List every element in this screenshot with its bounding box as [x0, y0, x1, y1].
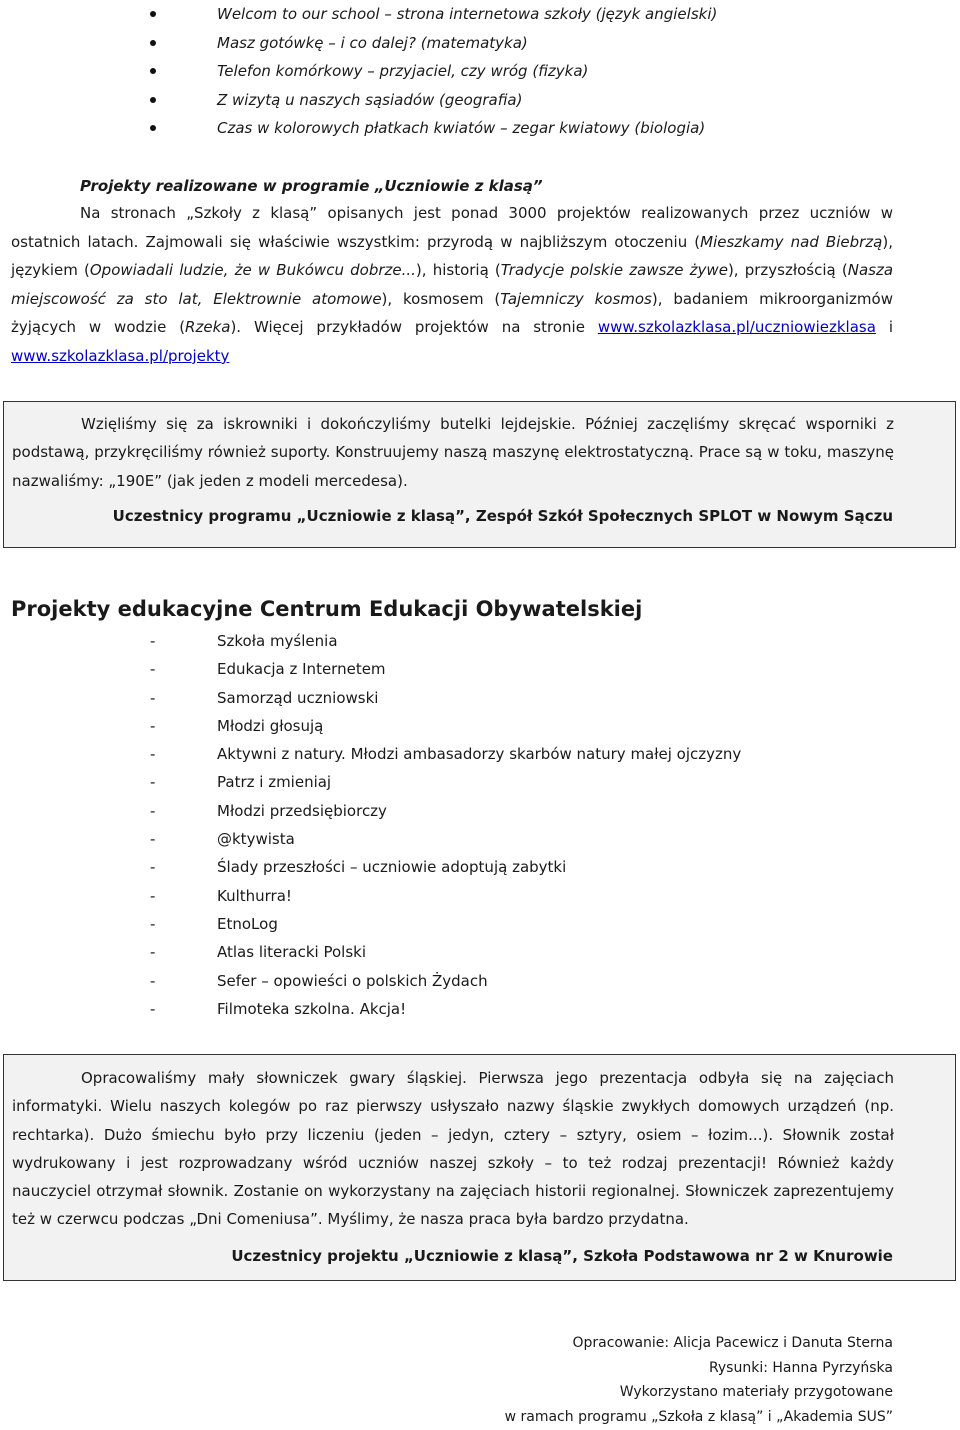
- section-heading-ceo: Projekty edukacyjne Centrum Edukacji Obywatelskiej: [11, 597, 643, 621]
- paragraph-text: ), historią (: [415, 261, 501, 280]
- footer-line: Opracowanie: Alicja Pacewicz i Danuta Sterna: [572, 1335, 893, 1351]
- dash-icon: -: [150, 660, 156, 679]
- list-item-text: Masz gotówkę – i co dalej? (matematyka): [217, 33, 528, 52]
- paragraph-text: ), kosmosem (: [381, 289, 501, 308]
- list-item-text: Filmoteka szkolna. Akcja!: [217, 999, 407, 1018]
- dash-icon: -: [150, 914, 156, 933]
- bullet-icon: [150, 40, 156, 46]
- paragraph-text: ). Więcej przykładów projektów na stronie: [230, 318, 598, 337]
- list-item: [0, 57, 960, 86]
- ceo-project-list: [0, 627, 960, 1023]
- list-item: [0, 740, 960, 768]
- list-item-text: Młodzi głosują: [217, 716, 324, 735]
- list-item-text: Atlas literacki Polski: [217, 943, 367, 962]
- list-item: [0, 684, 960, 712]
- list-item-text: Patrz i zmieniaj: [217, 773, 332, 792]
- footer-line: w ramach programu „Szkoła z klasą” i „Akademia SUS”: [504, 1409, 893, 1426]
- list-item: [0, 655, 960, 683]
- dash-icon: -: [150, 858, 156, 877]
- dash-icon: -: [150, 943, 156, 962]
- projects-paragraph: [11, 199, 893, 371]
- link-projekty[interactable]: www.szkolazklasa.pl/projekty: [11, 346, 230, 365]
- list-item: [0, 797, 960, 825]
- dash-icon: -: [150, 688, 156, 707]
- list-item: [0, 29, 960, 58]
- list-item-text: Welcom to our school – strona internetowa szkoły (język angielski): [217, 5, 718, 23]
- list-item: [0, 995, 960, 1023]
- list-item: [0, 938, 960, 966]
- list-item-text: Z wizytą u naszych sąsiadów (geografia): [217, 90, 523, 109]
- list-item-text: Sefer – opowieści o polskich Żydach: [217, 971, 488, 990]
- list-item: [0, 712, 960, 740]
- list-item-text: Ślady przeszłości – uczniowie adoptują zabytki: [217, 858, 567, 877]
- quote-credit: Uczestnicy projektu „Uczniowie z klasą”, Szkoła Podstawowa nr 2 w Knurowie: [231, 1247, 893, 1265]
- paragraph-text: ), przyszłością (: [727, 261, 848, 280]
- dash-icon: -: [150, 801, 156, 820]
- list-item: [0, 882, 960, 910]
- topic-list: [0, 0, 960, 143]
- project-example: Mieszkamy nad Biebrzą: [700, 232, 883, 251]
- list-item: [0, 910, 960, 938]
- paragraph-text: Na stronach „Szkoły z klasą” opisanych jest ponad 3000 projektów realizowanych przez uczniów w ostatnich latach. Zajmowali się właściwie wszystkim: przyrodą w najbliższym otoczeniu (: [11, 204, 893, 251]
- project-example: Opowiadali ludzie, że w Bukówcu dobrze...: [89, 261, 416, 280]
- list-item-text: Telefon komórkowy – przyjaciel, czy wróg (fizyka): [217, 62, 589, 80]
- section-heading-projects: Projekty realizowane w programie „Uczniowie z klasą”: [80, 177, 543, 195]
- bullet-icon: [150, 97, 156, 103]
- list-item-text: Czas w kolorowych płatkach kwiatów – zegar kwiatowy (biologia): [217, 119, 706, 137]
- quote-text: [12, 410, 894, 495]
- project-example: Rzeka: [185, 318, 231, 337]
- list-item: [0, 825, 960, 853]
- quote-box-knurow: [3, 1054, 956, 1281]
- list-item: [0, 768, 960, 796]
- project-example: Nasza miejscowość za sto lat, Elektrownie atomowe: [11, 261, 894, 308]
- quote-text: [12, 1064, 894, 1234]
- dash-icon: -: [150, 745, 156, 764]
- quote-box-splot: [3, 401, 956, 548]
- list-item: [0, 114, 960, 143]
- list-item: [0, 967, 960, 995]
- list-item-text: Edukacja z Internetem: [217, 660, 386, 679]
- dash-icon: -: [150, 716, 156, 735]
- link-uczniowiezklasa[interactable]: www.szkolazklasa.pl/uczniowiezklasa: [597, 318, 876, 337]
- bullet-icon: [150, 68, 156, 74]
- list-item: [0, 853, 960, 881]
- list-item-text: EtnoLog: [217, 914, 278, 933]
- dash-icon: -: [150, 632, 156, 650]
- list-item-text: Szkoła myślenia: [217, 632, 338, 650]
- quote-body: Opracowaliśmy mały słowniczek gwary śląskiej. Pierwsza jego prezentacja odbyła się na zajęciach informatyki. Wielu naszych kolegów po raz pierwszy usłyszało nazwy śląskie zwykłych domowych urządzeń (np. rechtarka). Dużo śmiechu było przy liczeniu (jeden – jedyn, cztery – sztyry, osiem – łozim...). Słownik został wydrukowany i jest rozprowadzany wśród uczniów naszej szkoły – to też rodzaj prezentacji! Również każdy nauczyciel otrzymał słownik. Zostanie on wykorzystany na zajęciach historii regionalnej. Słowniczek zaprezentujemy też w czerwcu podczas „Dni Comeniusa”. Myślimy, że nasza praca była bardzo przydatna.: [12, 1069, 894, 1229]
- list-item: [0, 627, 960, 655]
- list-item-text: Samorząd uczniowski: [217, 688, 379, 707]
- project-example: Tajemniczy kosmos: [500, 289, 652, 308]
- list-item: [0, 86, 960, 115]
- list-item-text: @ktywista: [217, 830, 295, 849]
- footer-line: Rysunki: Hanna Pyrzyńska: [708, 1359, 893, 1376]
- dash-icon: -: [150, 830, 156, 849]
- paragraph-text: i: [875, 318, 893, 337]
- list-item-text: Kulthurra!: [217, 886, 292, 905]
- list-item-text: Młodzi przedsiębiorczy: [217, 801, 387, 820]
- dash-icon: -: [150, 886, 156, 905]
- bullet-icon: [150, 125, 156, 131]
- list-item: [0, 0, 960, 29]
- quote-body: Wzięliśmy się za iskrowniki i dokończyliśmy butelki lejdejskie. Później zaczęliśmy skręcać wsporniki z podstawą, przykręciliśmy również suporty. Konstruujemy naszą maszynę elektrostatyczną. Prace są w toku, maszynę nazwaliśmy: „190E” (jak jeden z modeli mercedesa).: [12, 415, 894, 490]
- list-item-text: Aktywni z natury. Młodzi ambasadorzy skarbów natury małej ojczyzny: [217, 745, 742, 764]
- footer-credits: [505, 1331, 893, 1430]
- quote-credit: Uczestnicy programu „Uczniowie z klasą”, Zespół Szkół Społecznych SPLOT w Nowym Sączu: [112, 507, 893, 525]
- dash-icon: -: [150, 999, 156, 1018]
- dash-icon: -: [150, 773, 156, 792]
- project-example: Tradycje polskie zawsze żywe: [500, 261, 728, 280]
- footer-line: Wykorzystano materiały przygotowane: [619, 1384, 893, 1401]
- paragraph-text: ), językiem (: [11, 232, 893, 280]
- dash-icon: -: [150, 971, 156, 990]
- paragraph-text: ), badaniem mikroorganizmów żyjących w wodzie (: [11, 289, 893, 337]
- bullet-icon: [150, 11, 156, 17]
